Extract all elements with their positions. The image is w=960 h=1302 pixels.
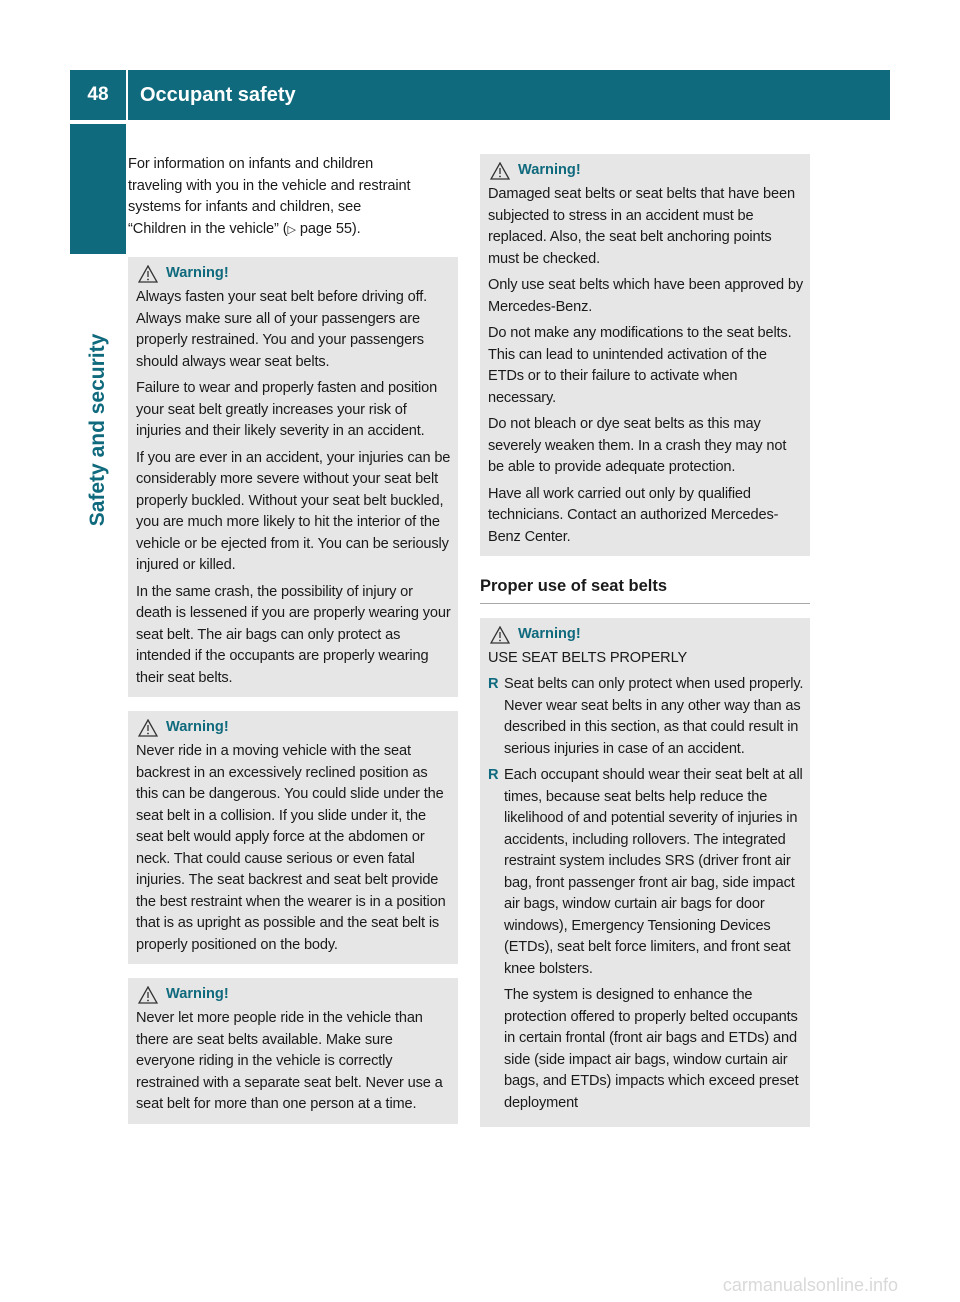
warning-header [488, 160, 804, 182]
intro-line: systems for infants and children, see [128, 199, 362, 215]
warning-paragraph: Do not make any modifications to the seat belts. This can lead to unintended activation of the ETDs or to their failure to activate when necessary. [488, 325, 792, 406]
warning-box [128, 711, 458, 964]
warning-triangle-icon [490, 162, 510, 180]
list-item [488, 765, 804, 1114]
intro-paragraph [128, 154, 458, 241]
list-item-body [504, 674, 804, 760]
warning-title: Warning! [166, 986, 229, 1003]
warning-paragraph: Never ride in a moving vehicle with the seat backrest in an excessively reclined position as this can be dangerous. You could slide under the seat belt in a collision. If you slide under it, the seat belt would apply force at the abdomen or neck. That could cause serious or even fatal injuries. The seat backrest and seat belt provide the best restraint when the wearer is in a position that is as upright as possible and the seat belt is properly positioned on the body. [136, 743, 446, 953]
warning-paragraph: If you are ever in an accident, your injuries can be considerably more severe without your seat belt properly buckled. Without your seat belt buckled, you are much more likely to hit the interior of the vehicle or be ejected from it. You can be seriously injured or killed. [136, 449, 451, 573]
warning-triangle-icon [138, 265, 158, 283]
warning-box [128, 978, 458, 1124]
warning-paragraph: Do not bleach or dye seat belts as this may severely weaken them. In a crash they may not be able to provide adequate protection. [488, 416, 787, 475]
warning-header [136, 984, 452, 1006]
warning-box [128, 257, 458, 697]
right-column [480, 154, 810, 1141]
warning-header [136, 717, 452, 739]
list-item-paragraph: Seat belts can only protect when used properly. Never wear seat belts in any other way than as described in this section, as that could result in serious injuries in case of an accident. [504, 676, 804, 757]
page-number: 48 [70, 70, 126, 120]
intro-reference-text: “Children in the vehicle” ( [128, 220, 288, 237]
left-column [128, 154, 458, 1138]
warning-triangle-icon [490, 626, 510, 644]
list-item-body [504, 765, 804, 1114]
warning-triangle-icon [138, 986, 158, 1004]
intro-line: For information on infants and children [128, 156, 374, 172]
warning-paragraph: Failure to wear and properly fasten and position your seat belt greatly increases your risk of injuries and their likely severity in an accident. [136, 380, 438, 439]
list-item-paragraph: Each occupant should wear their seat belt at all times, because seat belts help reduce the likelihood of and potential severity of injuries in accidents, including rollovers. The integrated restraint system includes SRS (driver front air bag, front passenger front air bag, side impact air bags, window curtain air bags for door windows), Emergency Tensioning Devices (ETDs), seat belt force limiters, and front seat knee bolsters. [504, 767, 803, 977]
section-tab-marker [70, 124, 126, 254]
watermark: carmanualsonline.info [722, 1275, 898, 1295]
warning-paragraph: Only use seat belts which have been approved by Mercedes-Benz. [488, 277, 804, 315]
warning-triangle-icon [138, 719, 158, 737]
warning-title: Warning! [518, 162, 581, 179]
warning-paragraph: Have all work carried out only by qualified technicians. Contact an authorized Mercedes-Benz Center. [488, 485, 779, 545]
warning-title: Warning! [166, 719, 229, 736]
bullet-mark: R [488, 676, 499, 692]
warning-header [488, 624, 804, 646]
warning-paragraph: Never let more people ride in the vehicle than there are seat belts available. Make sure everyone riding in the vehicle is correctly restrained with a separate seat belt. Never use a seat belt for more than one person at a time. [136, 1010, 443, 1112]
warning-box [480, 154, 810, 556]
bullet-mark: R [488, 767, 499, 783]
page-title: Occupant safety [128, 70, 890, 120]
intro-line [128, 219, 458, 242]
section-tab-label: Safety and security [86, 333, 109, 527]
intro-reference-page: page 55). [295, 220, 361, 237]
warning-lead: USE SEAT BELTS PROPERLY [488, 649, 688, 666]
intro-line: traveling with you in the vehicle and restraint [128, 177, 411, 194]
warning-box [480, 618, 810, 1128]
warning-paragraph: Always fasten your seat belt before driving off. Always make sure all of your passengers are properly restrained. You and your passengers should always wear seat belts. [136, 289, 428, 370]
warning-header [136, 263, 452, 285]
page-reference-arrow-icon: ▷ [287, 223, 296, 236]
warning-paragraph: Damaged seat belts or seat belts that have been subjected to stress in an accident must be replaced. Also, the seat belt anchoring points must be checked. [488, 186, 795, 267]
warning-title: Warning! [166, 265, 229, 282]
list-item [488, 674, 804, 760]
list-item-paragraph: The system is designed to enhance the protection offered to properly belted occupants in certain frontal (front air bags and ETDs) and side (side impact air bags, window curtain air bags, and ETDs) impacts which exceed preset deployment [504, 987, 799, 1111]
warning-title: Warning! [518, 625, 581, 642]
section-heading: Proper use of seat belts [480, 576, 810, 604]
warning-paragraph: In the same crash, the possibility of injury or death is lessened if you are properly wearing your seat belt. The air bags can only protect as intended if the occupants are properly wearing their seat belts. [136, 583, 451, 686]
